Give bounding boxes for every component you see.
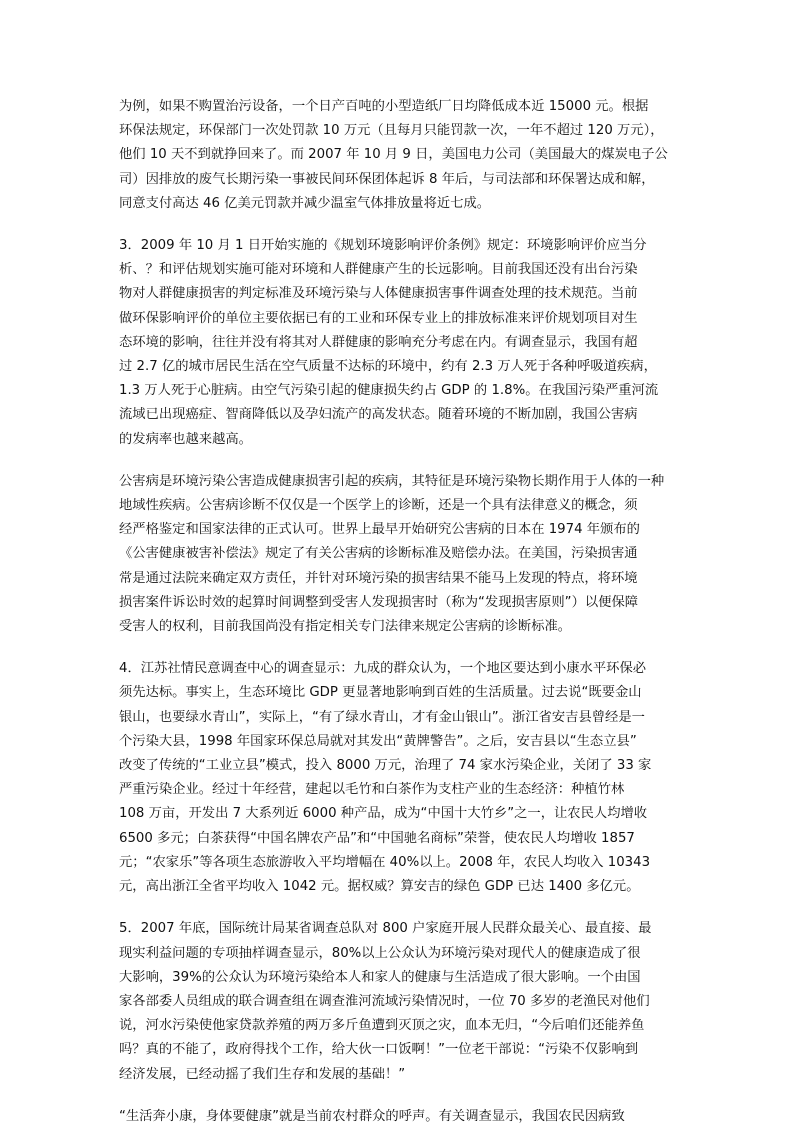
paragraph-item-5-national-survey: 5．2007 年底，国际统计局某省调查总队对 800 户家庭开展人民群众最关心、最直接、最 现实利益问题的专项抽样调查显示，80%以上公众认为环境污染对现代人的健康造成了很 大影响，39%的公众认为环境污染给本人和家人的健康与生活造成了很大影响。一个由国 家各部委人员组成的联合调查组在调查淮河流域污染情况时，一位 70 多岁的老渔民对他们 说，河水污染使他家贷款养殖的两万多斤鱼遭到灭顶之灾，血本无归，“今后咱们还能养鱼 吗？真的不能了，政府得找个工作，给大伙一口饭啊！”一位老干部说：“污染不仅影响到 经济发展，已经动摇了我们生存和发展的基础！” [119, 921, 652, 1082]
paragraph-rural-health: “生活奔小康，身体要健康”就是当前农村群众的呼声。有关调查显示，我国农民因病致 [119, 1108, 625, 1124]
document-page [119, 95, 679, 1147]
paragraph-item-4-jiangsu-survey: 4．江苏社情民意调查中心的调查显示：九成的群众认为，一个地区要达到小康水平环保必 须先达标。事实上，生态环境比 GDP 更显著地影响到百姓的生活质量。过去说“既要金山 银山，也要绿水青山”，实际上，“有了绿水青山，才有金山银山”。浙江省安吉县曾经是一 个污染大县，1998 年国家环保总局就对其发出“黄牌警告”。之后，安吉县以“生态立县” 改变了传统的“工业立县”模式，投入 8000 万元，治理了 74 家水污染企业，关闭了 33 家 严重污染企业。经过十年经营，建起以毛竹和白茶作为支柱产业的生态经济：种植竹林 108 万亩，开发出 7 大系列近 6000 种产品，成为“中国十大竹乡”之一，让农民人均增收 6500 多元；白茶获得“中国名牌农产品”和“中国驰名商标”荣誉，使农民人均增收 1857 元；“农家乐”等各项生态旅游收入平均增幅在 40%以上。2008 年，农民人均收入 10343 元，高出浙江全省平均收入 1042 元。据权威？算安吉的绿色 GDP 已达 1400 多亿元。 [119, 661, 652, 895]
paragraph-pollution-cost: 为例，如果不购置治污设备，一个日产百吨的小型造纸厂日均降低成本近 15000 元。根据 环保法规定，环保部门一次处罚款 10 万元（且每月只能罚款一次，一年不超过 120 万元）， 他们 10 天不到就挣回来了。而 2007 年 10 月 9 日，美国电力公司（美国最大的煤炭电子公 司）因排放的废气长期污染一事被民间环保团体起诉 8 年后，与司法部和环保署达成和解， 同意支付高达 46 亿美元罚款并减少温室气体排放量将近七成。 [119, 99, 668, 211]
paragraph-pollution-disease: 公害病是环境污染公害造成健康损害引起的疾病，其特征是环境污染物长期作用于人体的一种 地域性疾病。公害病诊断不仅仅是一个医学上的诊断，还是一个具有法律意义的概念，须 经严格鉴定和国家法律的正式认可。世界上最早开始研究公害病的日本在 1974 年颁布的 《公害健康被害补偿法》规定了有关公害病的诊断标准及赔偿办法。在美国，污染损害通 常是通过法院来确定双方责任，并针对环境污染的损害结果不能马上发现的特点，将环境 损害案件诉讼时效的起算时间调整到受害人发现损害时（称为“发现损害原则”）以便保障 受害人的权利，目前我国尚没有指定相关专门法律来规定公害病的诊断标准。 [119, 473, 665, 635]
paragraph-item-3-environmental-assessment: 3．2009 年 10 月 1 日开始实施的《规划环境影响评价条例》规定：环境影响评价应当分 析、？和评估规划实施可能对环境和人群健康产生的长远影响。目前我国还没有出台污染 物对人群健康损害的判定标准及环境污染与人体健康损害事件调查处理的技术规范。当前 做环保影响评价的单位主要依据已有的工业和环保专业上的排放标准来评价规划项目对生 态环境的影响，往往并没有将其对人群健康的影响充分考虑在内。有调查显示，我国有超 过 2.7 亿的城市居民生活在空气质量不达标的环境中，约有 2.3 万人死于各种呼吸道疾病， 1.3 万人死于心脏病。由空气污染引起的健康损失约占 GDP 的 1.8%。在我国污染严重河流 流域已出现癌症、智商降低以及孕妇流产的高发状态。随着环境的不断加剧，我国公害病 的发病率也越来越高。 [119, 238, 659, 447]
